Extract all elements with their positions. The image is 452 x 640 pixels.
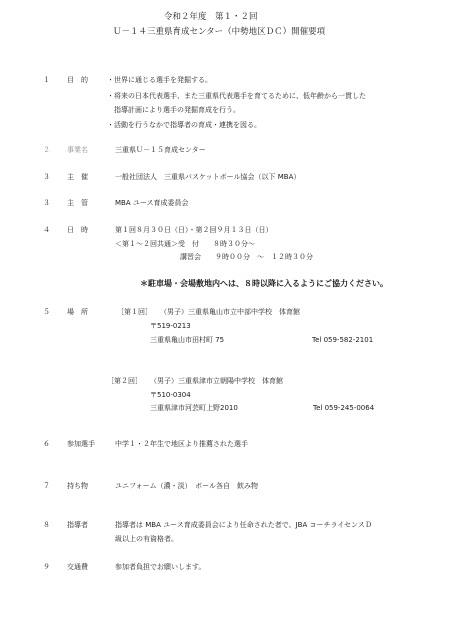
purpose-line-1: ・世界に通じる選手を発掘する。 [107, 76, 212, 84]
parking-notice: ＊駐車場・会場敷地内へは、８時以降に入るようにご協力ください。 [140, 279, 388, 288]
venue1-tag: ［第１回］ [117, 308, 152, 316]
venue2-tag: ［第２回］ [107, 377, 142, 385]
purpose-line-4: ・活動を行うなかで指導者の育成・連携を図る。 [107, 121, 261, 129]
section-project-number: ２ [43, 146, 50, 154]
venue2-tel: Tel 059-245-0064 [313, 404, 375, 412]
instructors-line-2: 級以上の有資格者。 [115, 535, 178, 543]
instructors-line-1: 指導者は MBA ユース育成委員会により任命された者で、JBA コーチライセンスＤ [115, 521, 372, 529]
section-participants-label: 参加選手 [67, 440, 95, 448]
section-transport-value: 参加者負担でお願いします。 [115, 563, 206, 571]
section-host-number: ３ [43, 173, 50, 181]
section-manage-label: 主 管 [67, 199, 88, 207]
section-host-value: 一般社団法人 三重県バスケットボール協会（以下 MBA） [115, 173, 301, 181]
document-title-line1: 令和２年度 第１・２回 [164, 12, 258, 22]
section-schedule-label: 日 時 [67, 226, 88, 234]
section-purpose-number: １ [43, 76, 50, 84]
section-participants-value: 中学１・２年生で地区より推薦された選手 [115, 440, 248, 448]
venue1-address: 三重県亀山市田村町 75 [150, 336, 225, 344]
venue1-name: （男子）三重県亀山市立中部中学校 体育館 [160, 308, 300, 316]
section-project-value: 三重県Ｕ－１５育成センター [115, 146, 206, 154]
section-belongings-label: 持ち物 [67, 482, 88, 490]
section-manage-value: MBA ユース育成委員会 [115, 199, 189, 207]
document-title-line2: Ｕ－１４三重県育成センター（中勢地区ＤＣ）開催要項 [113, 27, 326, 37]
section-project-label: 事業名 [67, 146, 88, 154]
venue1-tel: Tel 059-582-2101 [312, 336, 374, 344]
purpose-line-2: ・将来の日本代表選手、また三重県代表選手を育てるために、低年齢から一貫した [107, 92, 366, 100]
purpose-line-3: 指導計画により選手の発掘育成を行う。 [107, 106, 240, 114]
section-transport-label: 交通費 [67, 563, 88, 571]
venue2-name: （男子）三重県津市立朝陽中学校 体育館 [150, 377, 283, 385]
venue2-postal: 〒510-0304 [150, 391, 191, 399]
section-venue-number: ５ [43, 308, 50, 316]
section-instructors-number: ８ [43, 521, 50, 529]
section-participants-number: ６ [43, 440, 50, 448]
schedule-session: 講習会 ９時００分 ～ １２時３０分 [180, 253, 313, 261]
section-belongings-value: ユニフォーム（濃・淡） ボール各自 飲み物 [115, 482, 259, 490]
schedule-dates: 第１回８月３０日（日）・第２回９月１３日（日） [115, 226, 273, 234]
section-transport-number: ９ [43, 563, 50, 571]
section-belongings-number: ７ [43, 482, 50, 490]
venue2-address: 三重県津市河芸町上野2010 [150, 404, 238, 412]
section-instructors-label: 指導者 [67, 521, 88, 529]
venue1-postal: 〒519-0213 [150, 322, 191, 330]
schedule-reception: ＜第１～２回共通＞受 付 ８時３０分～ [115, 240, 255, 248]
section-schedule-number: ４ [43, 226, 50, 234]
section-host-label: 主 催 [67, 173, 88, 181]
section-purpose-label: 目 的 [67, 76, 88, 84]
section-manage-number: ３ [43, 199, 50, 207]
section-venue-label: 場 所 [67, 308, 88, 316]
